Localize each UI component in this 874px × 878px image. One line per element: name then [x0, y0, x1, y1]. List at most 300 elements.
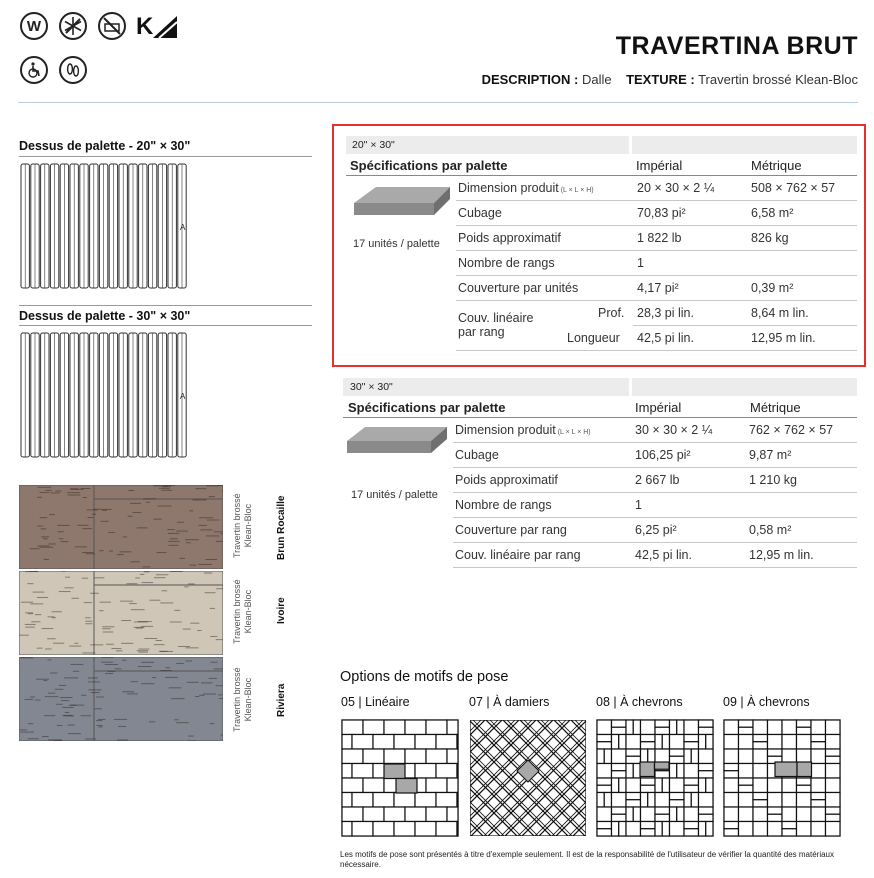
spec-row-imperial: 1 822 lb	[637, 231, 682, 245]
paver	[670, 756, 685, 763]
paver	[753, 720, 768, 735]
paver	[684, 764, 699, 779]
paver	[753, 742, 768, 749]
spec-row-imperial: 1	[637, 256, 644, 270]
spec1-product-image	[354, 187, 450, 229]
paver	[612, 764, 627, 771]
paver	[670, 720, 677, 735]
spec2-size-label: 30" × 30"	[350, 381, 393, 393]
paver	[447, 749, 458, 764]
spec-row-imperial: 30 × 30 × 2 ¼	[635, 423, 713, 437]
paver	[768, 720, 783, 735]
paver	[597, 807, 612, 822]
paver	[626, 749, 641, 756]
paver	[342, 822, 352, 837]
paver	[670, 807, 677, 822]
spec-row-label: Couverture par unités	[458, 281, 579, 295]
spec1-heading: Spécifications par palette	[350, 158, 508, 173]
paver	[768, 807, 783, 814]
spec-row-label: Couv. linéaire par rang	[455, 548, 581, 562]
pattern-lineaire	[341, 719, 459, 837]
paver	[373, 793, 394, 808]
paver	[797, 727, 812, 734]
paver	[641, 785, 656, 792]
pallet-title-30x30: Dessus de palette - 30" × 30"	[19, 309, 191, 323]
paver	[396, 779, 417, 794]
paver	[699, 720, 714, 727]
paver	[739, 764, 754, 779]
paver	[739, 727, 754, 734]
paver	[633, 720, 640, 735]
paver	[457, 735, 458, 750]
paver	[426, 778, 447, 793]
spec-row-metric: 0,39 m²	[751, 281, 794, 295]
paver	[782, 822, 797, 829]
paver	[352, 793, 373, 808]
paver	[640, 762, 655, 777]
paver	[753, 749, 768, 764]
paver	[619, 778, 626, 793]
paver	[739, 735, 754, 750]
paver	[826, 735, 841, 750]
paver	[655, 793, 670, 808]
paver	[699, 771, 714, 778]
paver	[626, 800, 641, 807]
paver	[662, 778, 669, 793]
paver	[626, 756, 641, 763]
paver	[670, 735, 685, 750]
paver	[670, 793, 685, 800]
paver	[626, 764, 633, 779]
paver	[415, 764, 436, 779]
paver	[648, 793, 655, 808]
pallet-title-20x30: Dessus de palette - 20" × 30"	[19, 139, 191, 153]
paver	[597, 822, 612, 829]
paver	[811, 807, 826, 822]
spec-row-line	[456, 275, 857, 276]
paver	[384, 720, 405, 735]
paver	[724, 720, 739, 735]
paver	[612, 727, 627, 734]
spec-row-line	[633, 325, 857, 326]
paver	[612, 778, 619, 793]
paver	[612, 720, 627, 727]
paver	[811, 793, 826, 800]
paver	[352, 764, 373, 779]
paver	[739, 807, 754, 822]
paver	[670, 749, 685, 756]
paver	[447, 778, 458, 793]
description-line	[482, 72, 858, 87]
paver	[699, 749, 714, 764]
paver	[626, 807, 633, 822]
paver	[826, 822, 841, 837]
paver	[739, 822, 754, 837]
spec-row-imperial: 20 × 30 × 2 ¼	[637, 181, 715, 195]
paver	[699, 778, 706, 793]
paver	[724, 807, 739, 822]
paver	[641, 793, 648, 808]
paver	[597, 742, 612, 749]
pattern-label: 09 | À chevrons	[723, 695, 810, 709]
paver	[597, 764, 612, 779]
paver	[826, 756, 841, 763]
pallet-diagram-30x30	[19, 331, 191, 461]
paver	[684, 807, 699, 822]
spec-row-metric: 8,64 m lin.	[751, 306, 809, 320]
paver	[797, 762, 812, 777]
paver	[768, 793, 783, 808]
paver	[352, 735, 373, 750]
paver	[699, 727, 714, 734]
paver	[670, 822, 685, 837]
paver	[699, 735, 706, 750]
paver	[641, 822, 656, 829]
paver	[797, 822, 812, 837]
spec1-size-label: 20" × 30"	[352, 139, 395, 151]
spec-row-line	[456, 350, 857, 351]
footprints-icon	[59, 56, 87, 84]
paver	[342, 749, 363, 764]
paver	[457, 822, 458, 837]
spec-row-metric: 6,58 m²	[751, 206, 794, 220]
paver	[457, 793, 458, 808]
paver	[826, 814, 841, 821]
paver	[342, 807, 363, 822]
paver	[811, 749, 826, 764]
paver	[384, 749, 405, 764]
paver	[436, 764, 457, 779]
paver	[415, 735, 436, 750]
w-icon: W	[20, 12, 48, 40]
paver	[691, 749, 698, 764]
snowflake-icon	[59, 12, 87, 40]
paver	[612, 814, 627, 821]
spec-row-line	[456, 225, 857, 226]
paver	[641, 807, 656, 822]
paver	[641, 742, 656, 749]
swatch-texture-label: Travertin brossé Klean-Bloc	[232, 493, 253, 558]
paver	[724, 764, 739, 771]
spec-row-metric: 12,95 m lin.	[751, 331, 816, 345]
footnote: Les motifs de pose sont présentés à titre d'exemple seulement. Il est de la responsabilité de l'utilisateur de vérifier la quantité des matériaux nécessaire.	[340, 850, 834, 869]
swatch-texture-label: Travertin brossé Klean-Bloc	[232, 667, 253, 732]
pattern-damiers	[469, 719, 587, 837]
paver	[626, 735, 641, 750]
paver	[597, 793, 604, 808]
spec-row-metric: 1 210 kg	[749, 473, 797, 487]
paver	[684, 742, 699, 749]
swatch-color-name: Brun Rocaille	[276, 495, 287, 560]
texture-label: TEXTURE :	[626, 72, 695, 87]
paver	[662, 822, 669, 837]
paver	[612, 822, 619, 837]
paver	[426, 807, 447, 822]
paver	[684, 829, 699, 836]
paver	[724, 778, 739, 793]
paver	[670, 778, 685, 793]
swatch-brun-rocaille	[19, 485, 223, 569]
paver	[753, 807, 768, 822]
paver	[457, 764, 458, 779]
paver	[782, 778, 797, 793]
paver	[394, 735, 415, 750]
paver	[626, 720, 633, 735]
swatch-color-name: Riviera	[276, 683, 287, 717]
paver	[826, 720, 841, 735]
wheelchair-icon	[20, 56, 48, 84]
paver	[626, 822, 641, 837]
spec1-size-bar-right	[632, 136, 857, 154]
paver	[797, 720, 812, 727]
paver	[626, 793, 641, 800]
spec2-units-per-pallet: 17 unités / palette	[351, 489, 438, 501]
paver	[739, 778, 754, 785]
paver	[415, 793, 436, 808]
paver	[373, 822, 394, 837]
paver	[655, 749, 670, 764]
spec1-units-per-pallet: 17 unités / palette	[353, 238, 440, 250]
paver	[826, 749, 841, 756]
paver	[612, 735, 619, 750]
paver	[684, 720, 699, 735]
paver	[626, 778, 641, 793]
swatch-texture-label: Travertin brossé Klean-Bloc	[232, 579, 253, 644]
paver	[363, 778, 384, 793]
pattern-chevrons-09	[723, 719, 841, 837]
paver	[597, 735, 612, 742]
paver	[706, 822, 713, 837]
paver	[641, 749, 648, 764]
spec-row-line	[456, 250, 857, 251]
paver	[811, 720, 826, 735]
spec-row-label: Dimension produit (L × L × H)	[455, 423, 591, 437]
paver	[612, 749, 627, 764]
paver	[753, 778, 768, 793]
paver	[342, 764, 352, 779]
paver	[655, 778, 662, 793]
paver	[641, 720, 656, 735]
paver	[342, 735, 352, 750]
swatch-slab	[94, 485, 223, 499]
paver	[597, 829, 612, 836]
kb-logo-icon: K	[136, 14, 178, 40]
spec-row-label: Cubage	[458, 206, 502, 220]
paver	[724, 829, 739, 836]
spec-row-label: Dimension produit (L × L × H)	[458, 181, 594, 195]
paver	[699, 807, 714, 814]
paver	[775, 762, 797, 777]
paver	[684, 793, 691, 808]
paver	[684, 822, 699, 829]
paver	[753, 793, 768, 800]
paver	[826, 807, 841, 814]
swatch-slab	[94, 671, 223, 741]
spec-row-imperial: 28,3 pi lin.	[637, 306, 694, 320]
paver	[655, 720, 670, 727]
spec-row-line	[453, 542, 857, 543]
paver	[633, 807, 640, 822]
paver	[811, 778, 826, 793]
paver	[753, 800, 768, 807]
paver	[648, 749, 655, 764]
spec-row-label: Nombre de rangs	[458, 256, 555, 270]
pallet-divider	[19, 305, 312, 306]
spec-row-label: Cubage	[455, 448, 499, 462]
spec-row-metric: 9,87 m²	[749, 448, 792, 462]
paver	[597, 785, 612, 792]
spec2-heading: Spécifications par palette	[348, 400, 506, 415]
paver	[724, 771, 739, 778]
paver	[405, 749, 426, 764]
paver	[655, 822, 662, 837]
paver	[811, 742, 826, 749]
swatch-slab	[94, 499, 223, 569]
paver	[699, 822, 706, 837]
spec2-col-imperial: Impérial	[635, 400, 682, 415]
spec-row-metric: 826 kg	[751, 231, 789, 245]
paver	[699, 793, 714, 808]
description-value: Dalle	[581, 72, 612, 87]
paver	[684, 778, 699, 785]
paver	[739, 793, 754, 808]
paver	[782, 793, 797, 808]
pattern-chevrons-08	[596, 719, 714, 837]
paver	[619, 735, 626, 750]
paver	[641, 735, 656, 742]
paver	[797, 793, 812, 808]
spec2-product-image	[347, 427, 447, 467]
pallet-marker: A	[180, 223, 186, 232]
paver	[797, 778, 812, 785]
paver	[768, 749, 783, 756]
paver	[447, 720, 458, 735]
paver	[363, 720, 384, 735]
spec2-head-line	[343, 417, 857, 418]
paver	[384, 764, 405, 779]
spec-row-line	[453, 492, 857, 493]
paver	[699, 814, 714, 821]
spec-row-line	[456, 200, 857, 201]
paver	[670, 764, 677, 779]
paver	[655, 807, 670, 814]
spec2-size-bar-right	[632, 378, 857, 396]
pallet-divider	[19, 156, 312, 157]
paver	[677, 807, 684, 822]
spec1-head-line	[346, 175, 857, 176]
description-label: DESCRIPTION :	[481, 72, 579, 87]
paver	[739, 785, 754, 792]
paver	[782, 829, 797, 836]
paver	[436, 793, 457, 808]
spec-row-imperial: 4,17 pi²	[637, 281, 679, 295]
paver	[426, 749, 447, 764]
paver	[684, 785, 699, 792]
paver	[604, 749, 611, 764]
pallet-diagram-20x30	[19, 162, 191, 292]
paver	[352, 822, 373, 837]
paver	[415, 822, 436, 837]
paver	[655, 814, 670, 821]
spec-row-line	[453, 467, 857, 468]
paver	[373, 735, 394, 750]
paver	[619, 822, 626, 837]
paver	[612, 771, 627, 778]
paver	[691, 793, 698, 808]
spec-row-label: Nombre de rangs	[455, 498, 552, 512]
paver	[670, 800, 685, 807]
paver	[436, 822, 457, 837]
paver	[768, 735, 783, 750]
paver	[706, 735, 713, 750]
paver	[797, 785, 812, 792]
spec2-col-metric: Métrique	[750, 400, 801, 415]
spec-row-imperial: 1	[635, 498, 642, 512]
paver	[768, 822, 783, 837]
paver	[811, 800, 826, 807]
paver	[826, 778, 841, 793]
spec-row-sublabel: Longueur	[567, 331, 620, 345]
paver	[782, 807, 797, 822]
spec-row-line	[453, 442, 857, 443]
swatch-riviera	[19, 657, 223, 741]
paver	[677, 720, 684, 735]
paver	[436, 735, 457, 750]
paver	[662, 735, 669, 750]
pattern-label: 08 | À chevrons	[596, 695, 683, 709]
paver	[597, 749, 604, 764]
paver	[426, 720, 447, 735]
paver	[724, 822, 739, 829]
spec-row-imperial: 106,25 pi²	[635, 448, 691, 462]
paver	[363, 749, 384, 764]
spec-row-imperial: 42,5 pi lin.	[637, 331, 694, 345]
spec-row-imperial: 6,25 pi²	[635, 523, 677, 537]
no-salt-icon	[98, 12, 126, 40]
spec-row-label: Poids approximatif	[455, 473, 558, 487]
paver	[342, 720, 363, 735]
paver	[405, 807, 426, 822]
pattern-label: 05 | Linéaire	[341, 695, 410, 709]
paver	[826, 793, 841, 808]
paver	[363, 807, 384, 822]
paver	[706, 778, 713, 793]
paver	[655, 762, 670, 769]
texture-value: Travertin brossé Klean-Bloc	[698, 72, 858, 87]
paver	[655, 771, 670, 778]
paver	[394, 793, 415, 808]
spec1-col-imperial: Impérial	[636, 158, 683, 173]
spec-row-metric: 12,95 m lin.	[749, 548, 814, 562]
spec-row-metric: 762 × 762 × 57	[749, 423, 834, 437]
pallet-marker: A	[180, 392, 186, 401]
paver	[811, 764, 826, 779]
paver	[753, 764, 768, 779]
paver	[724, 735, 739, 750]
paver	[384, 807, 405, 822]
paver	[782, 749, 797, 764]
swatch-ivoire	[19, 571, 223, 655]
paver	[604, 793, 611, 808]
spec-row-line	[453, 517, 857, 518]
paver	[655, 735, 662, 750]
paver	[797, 735, 812, 750]
paver	[394, 822, 415, 837]
spec-row-label: Couverture par rang	[455, 523, 567, 537]
paver	[684, 749, 691, 764]
paver	[782, 735, 797, 750]
pattern-label: 07 | À damiers	[469, 695, 550, 709]
